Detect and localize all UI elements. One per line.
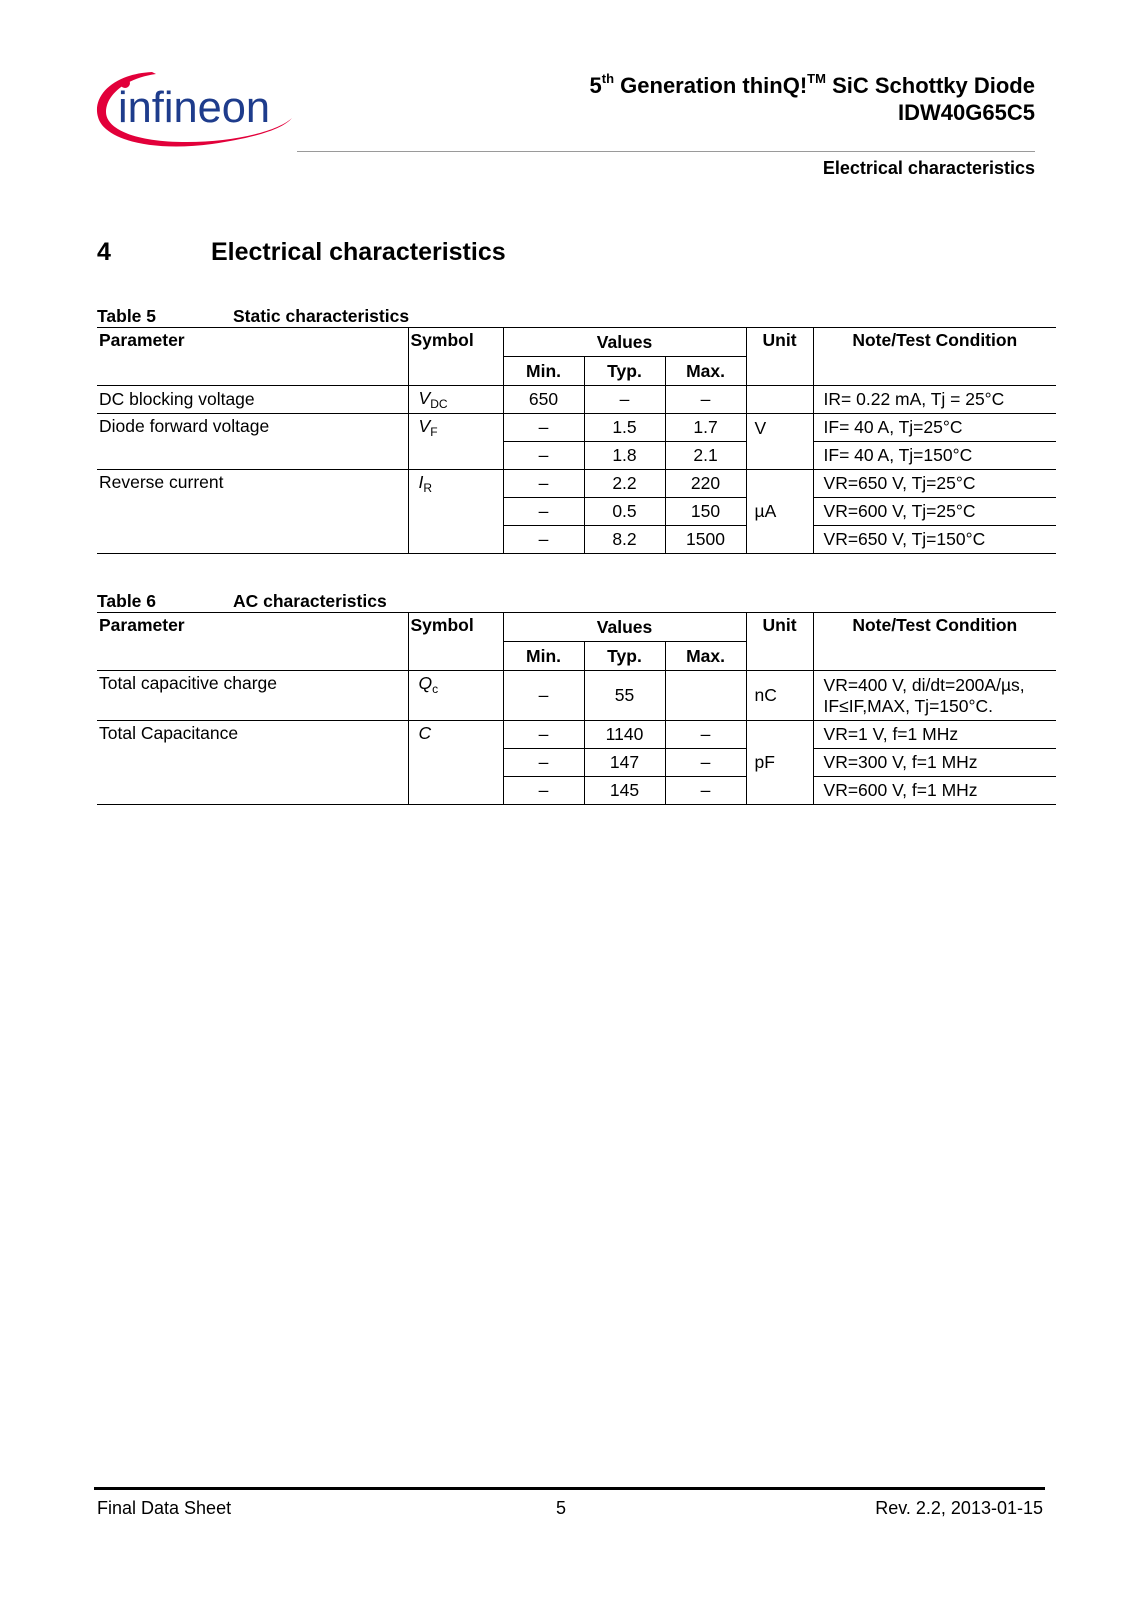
typ-cell: 1140 [584,721,665,749]
symbol-cell: $V_F$ [408,414,503,470]
symbol-cell: C [408,721,503,805]
max-cell: 220 [665,470,746,498]
symbol-cell: $Q_c$ [408,671,503,721]
typ-cell: 147 [584,749,665,777]
min-cell: – [503,470,584,498]
section-title: Electrical characteristics [211,238,506,266]
footer-doc-type: Final Data Sheet [97,1498,232,1518]
footer-revision: Rev. 2.2, 2013-01-15 [875,1498,1043,1518]
col-header-symbol: Symbol [408,328,503,386]
typ-cell: 1.5 [584,414,665,442]
table-row [97,414,1056,442]
min-cell: – [503,442,584,470]
max-cell: – [665,386,746,414]
logo-text: infineon [118,83,270,132]
param-cell: DC blocking voltage [97,386,408,414]
table5-caption-number: Table 5 [97,306,157,326]
col-header-min: Min. [503,357,584,386]
symbol-cell: $V_{DC}$ [408,386,503,414]
typ-cell: 1.8 [584,442,665,470]
table-row [97,386,1056,414]
note-cell: IF= 40 A, Tj=150°C [813,442,1056,470]
col-header-typ: Typ. [584,357,665,386]
table-row [97,721,1056,749]
unit-cell-empty [746,386,813,414]
col-header-max: Max. [665,357,746,386]
max-cell: – [665,777,746,805]
param-cell: Total Capacitance [97,721,408,805]
section-number: 4 [97,238,111,266]
table6-caption-title: AC characteristics [233,591,387,611]
note-cell: IR= 0.22 mA, Tj = 25°C [813,386,1056,414]
note-cell: VR=650 V, Tj=150°C [813,526,1056,554]
max-cell: – [665,721,746,749]
col-header-symbol: Symbol [408,613,503,671]
param-cell: Reverse current [97,470,408,554]
col-header-values: Values [503,328,746,357]
typ-cell: 55 [584,671,665,721]
typ-cell: 2.2 [584,470,665,498]
min-cell: – [503,671,584,721]
unit-cell-v: V [746,414,813,470]
note-cell: VR=600 V, Tj=25°C [813,498,1056,526]
min-cell: – [503,777,584,805]
max-cell: 150 [665,498,746,526]
note-line: IF≤IF,MAX, Tj=150°C. [823,695,993,716]
min-cell: – [503,721,584,749]
col-header-values: Values [503,613,746,642]
typ-cell: 145 [584,777,665,805]
col-header-note: Note/Test Condition [813,328,1056,386]
note-cell [813,671,1056,721]
part-number: IDW40G65C5 [898,100,1035,125]
param-cell: Total capacitive charge [97,671,408,721]
static-characteristics-table [97,327,1056,554]
note-cell: VR=300 V, f=1 MHz [813,749,1056,777]
max-cell: 1.7 [665,414,746,442]
max-cell [665,671,746,721]
max-cell: 2.1 [665,442,746,470]
note-cell: IF= 40 A, Tj=25°C [813,414,1056,442]
typ-cell: – [584,386,665,414]
table-row [97,470,1056,498]
col-header-min: Min. [503,642,584,671]
infineon-logo [92,62,297,154]
min-cell: – [503,749,584,777]
document-title-line1: 5th Generation thinQ!™ SiC Schottky Diode [589,71,1035,98]
header-divider [297,151,1035,152]
footer-page-number: 5 [556,1498,567,1518]
note-line: VR=400 V, di/dt=200A/µs, [823,674,1025,695]
col-header-parameter: Parameter [97,613,408,671]
header-section-label: Electrical characteristics [822,158,1035,178]
unit-cell-nc: nC [746,671,813,721]
min-cell: – [503,526,584,554]
max-cell: 1500 [665,526,746,554]
unit-cell-ua: µA [746,470,813,554]
document-title [590,72,1035,126]
col-header-unit: Unit [746,613,813,671]
ac-characteristics-table [97,612,1056,805]
note-cell: VR=600 V, f=1 MHz [813,777,1056,805]
table-row [97,671,1056,721]
note-cell: VR=1 V, f=1 MHz [813,721,1056,749]
table5-caption-title: Static characteristics [233,306,410,326]
min-cell: – [503,414,584,442]
min-cell: 650 [503,386,584,414]
col-header-max: Max. [665,642,746,671]
footer-divider [94,1487,1045,1490]
symbol-cell: $I_R$ [408,470,503,554]
typ-cell: 8.2 [584,526,665,554]
param-cell: Diode forward voltage [97,414,408,470]
table6-caption-number: Table 6 [97,591,157,611]
note-cell: VR=650 V, Tj=25°C [813,470,1056,498]
col-header-parameter: Parameter [97,328,408,386]
col-header-typ: Typ. [584,642,665,671]
min-cell: – [503,498,584,526]
typ-cell: 0.5 [584,498,665,526]
max-cell: – [665,749,746,777]
unit-cell-pf: pF [746,721,813,805]
col-header-note: Note/Test Condition [813,613,1056,671]
col-header-unit: Unit [746,328,813,386]
